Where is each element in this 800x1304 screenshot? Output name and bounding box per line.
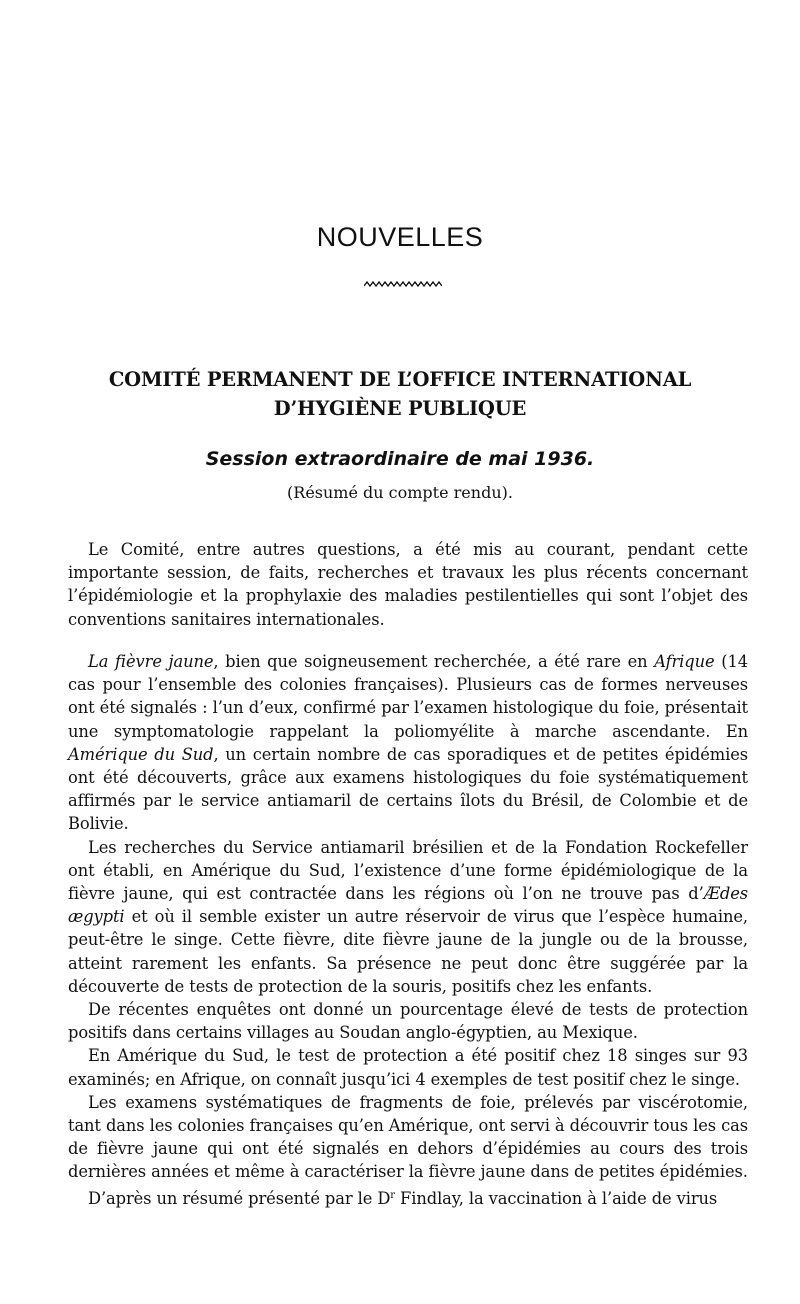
paragraph-yellow-fever [68, 650, 748, 836]
text-run: (14 cas pour l’ensemble des colonies françaises). Plusieurs cas de formes nerveuses ont été signalés : l’un d’eux, confirmé par l’examen histologique du foie, présentait une symptomatologie rappelant la poliomyélite à marche ascendante. En [68, 652, 748, 741]
paragraph-surveys: De récentes enquêtes ont donné un pourcentage élevé de tests de protection positifs dans certains villages au Soudan anglo-égyptien, au Mexique. [68, 1000, 748, 1043]
session-subtitle: Session extraordinaire de mai 1936. [205, 448, 595, 470]
text-run: , bien que soigneusement recherchée, a été rare en [213, 652, 655, 671]
main-text-block [68, 650, 748, 1210]
text-run: Findlay, la vaccination à l’aide de virus [394, 1188, 718, 1208]
term-yellow-fever: La fièvre jaune [88, 652, 214, 671]
committee-title [60, 365, 740, 423]
text-run: et où il semble exister un autre réservoir de virus que l’espèce humaine, peut-être le singe. Cette fièvre, dite fièvre jaune de la jungle ou de la brousse, atteint rarement les enfants. Sa présence ne peut donc être suggérée par la découverte de tests de protection de la souris, positifs chez les enfants. [68, 907, 748, 996]
section-title: NOUVELLES [316, 222, 484, 252]
committee-title-line1: COMITÉ PERMANENT DE L’OFFICE INTERNATIONAL [108, 368, 692, 391]
intro-paragraph: Le Comité, entre autres questions, a été mis au courant, pendant cette importante session, de faits, recherches et travaux les plus récents concernant l’épidémiologie et la prophylaxie des maladies pestilentielles qui sont l’objet des conventions sanitaires internationales. [68, 540, 748, 629]
paragraph-vaccination [68, 1184, 748, 1210]
paragraph-research [68, 836, 748, 998]
text-run: , un certain nombre de cas sporadiques et de petites épidémies ont été découverts, grâce aux examens histologiques du foie systématiquement affirmés par le service antiamaril de certains îlots du Brésil, de Colombie et de Bolivie. [68, 744, 748, 834]
paragraph-monkeys: En Amérique du Sud, le test de protection a été positif chez 18 singes sur 93 examinés; en Afrique, on connaît jusqu’ici 4 exemples de test positif chez le singe. [68, 1046, 748, 1089]
paragraph-viscerotomy: Les examens systématiques de fragments de foie, prélevés par viscérotomie, tant dans les colonies françaises qu’en Amérique, ont servi à découvrir tous les cas de fièvre jaune qui ont été signalés en dehors d’épidémies au cours des trois dernières années et même à caractériser la fièvre jaune dans de petites épidémies. [68, 1092, 748, 1182]
resume-note: (Résumé du compte rendu). [287, 483, 513, 502]
text-run: D’après un résumé présenté par le D [88, 1188, 391, 1208]
place-afrique: Afrique [654, 652, 715, 671]
species-aedes-aegypti: Ædes ægypti [68, 884, 748, 927]
intro-block [68, 538, 748, 631]
superscript-r: r [390, 1189, 395, 1201]
place-amerique-du-sud: Amérique du Sud [68, 744, 214, 764]
decorative-squiggle-divider [364, 280, 442, 292]
text-run: Les recherches du Service antiamaril brésilien et de la Fondation Rockefeller ont établi, en Amérique du Sud, l’existence d’une forme épidémiologique de la fièvre jaune, qui est contractée dans les régions où l’on ne trouve pas d’ [68, 837, 748, 904]
committee-title-line2: D’HYGIÈNE PUBLIQUE [273, 397, 527, 420]
